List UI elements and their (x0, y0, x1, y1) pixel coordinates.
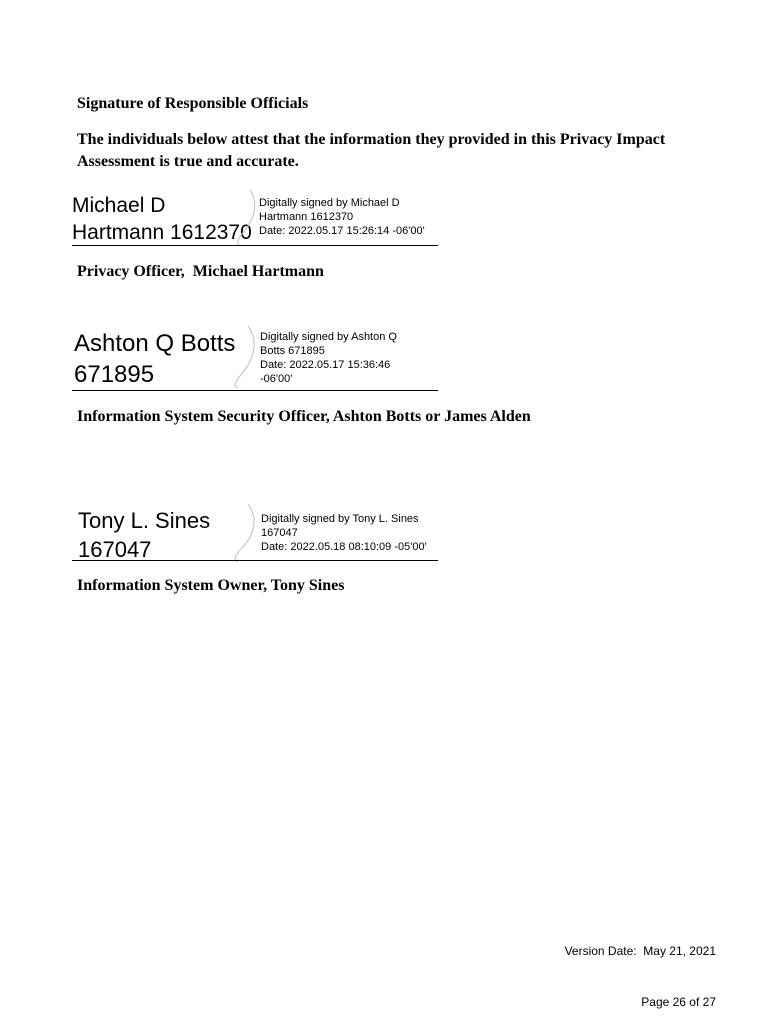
attestation-text: The individuals below attest that the information they provided in this Privacy Impact Assessment is true and accurate. (77, 131, 666, 170)
signature-line (72, 390, 438, 391)
signature-swoosh-icon (228, 324, 262, 390)
signature-details: Digitally signed by Michael D Hartmann 1612370 Date: 2022.05.17 15:26:14 -06'00' (259, 197, 425, 237)
signature-block-isso[interactable] (72, 326, 438, 392)
signature-line (72, 560, 438, 561)
section-title: Signature of Responsible Officials (77, 95, 309, 112)
signature-swoosh-icon (228, 502, 262, 564)
signer-name: Michael D Hartmann 1612370 (72, 194, 252, 244)
footer (565, 909, 716, 1028)
signature-block-system-owner[interactable] (72, 504, 438, 564)
signature-block-privacy-officer[interactable] (72, 192, 438, 248)
signature-details: Digitally signed by Tony L. Sines 167047 Date: 2022.05.18 08:10:09 -05'00' (261, 513, 427, 553)
signature-swoosh-icon (232, 188, 262, 248)
version-date: Version Date: May 21, 2021 (564, 944, 716, 958)
role-isso: Information System Security Officer, Ashton Botts or James Alden (77, 408, 531, 425)
role-system-owner: Information System Owner, Tony Sines (77, 577, 345, 594)
role-privacy-officer: Privacy Officer, Michael Hartmann (77, 263, 324, 280)
signature-line (72, 245, 438, 246)
signature-details: Digitally signed by Ashton Q Botts 671895 Date: 2022.05.17 15:36:46 -06'00' (260, 331, 397, 385)
page-number: Page 26 of 27 (641, 995, 716, 1009)
signer-name: Tony L. Sines 167047 (78, 508, 211, 562)
signer-name: Ashton Q Botts 671895 (74, 330, 236, 388)
